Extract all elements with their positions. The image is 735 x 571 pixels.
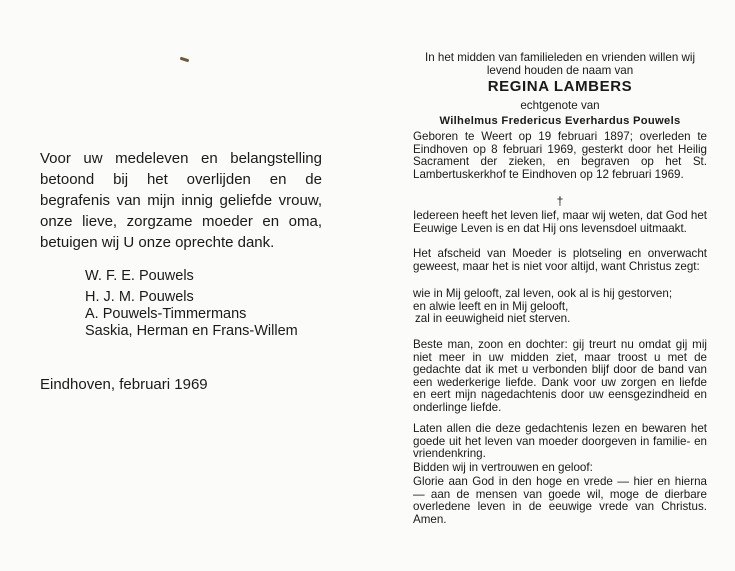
spouse-name: Wilhelmus Fredericus Everhardus Pouwels [439,115,681,127]
left-page [0,0,360,571]
ink-mark [180,57,189,63]
paragraph-2: Het afscheid van Moeder is plotseling en onverwacht geweest, maar het is niet voor altijd, want Christus zegt: [413,247,707,273]
signer-1: W. F. E. Pouwels [85,268,194,284]
bio-text: Geboren te Weert op 19 februari 1897; overleden te Eindhoven op 8 februari 1969, gesterkt door het Heilig Sacrament der zieken, en begraven op het St. Lambertuskerkhof te Eindhoven op 12 februari 1969. [413,130,707,181]
intro-text: In het midden van familieleden en vrienden willen wij levend houden de naam van [424,51,696,77]
spouse-label: echtgenote van [520,99,600,112]
quote-line-3: zal in eeuwigheid niet sterven. [415,312,571,326]
signer-3: A. Pouwels-Timmermans [85,306,247,322]
bible-quote [413,288,707,326]
deceased-name: REGINA LAMBERS [487,78,633,95]
prayer-text: Glorie aan God in den hoge en vrede — hier en hierna — aan de mensen van goede wil, moge de dierbare overledene leven in de eeuwige vrede van Christus. Amen. [413,475,707,526]
thanks-text: Voor uw medeleven en belangstelling betoond bij het overlijden en de begrafenis van mijn innig geliefde vrouw, onze lieve, zorgzame moeder en oma, betuigen wij U onze oprechte dank. [40,150,322,251]
paragraph-5: Bidden wij in vertrouwen en geloof: [413,461,593,474]
quote-line-2: en alwie leeft en in Mij gelooft, [413,299,569,313]
place-date: Eindhoven, februari 1969 [40,376,208,393]
paragraph-3: Beste man, zoon en dochter: gij treurt nu omdat gij mij niet meer in uw midden ziet, maar troost u met de gedachte dat ik met u verbonden blijf door de band van een wederkerige liefde. Dank voor uw zorgen en liefde en eert mijn nagedachtenis door uw eensgezindheid en onderlinge liefde. [413,338,707,414]
paragraph-1: Iedereen heeft het leven lief, maar wij weten, dat God het Eeuwige Leven is en dat Hij ons levensdoel uitmaakt. [413,209,707,235]
quote-line-1: wie in Mij gelooft, zal leven, ook al is hij gestorven; [413,287,673,300]
right-page [395,0,725,571]
cross-symbol: † [556,194,564,208]
signer-2: H. J. M. Pouwels [85,289,194,305]
signer-4: Saskia, Herman en Frans-Willem [85,323,298,339]
paragraph-4: Laten allen die deze gedachtenis lezen en bewaren het goede uit het leven van moeder doorgeven in familie- en vriendenkring. [413,422,707,461]
